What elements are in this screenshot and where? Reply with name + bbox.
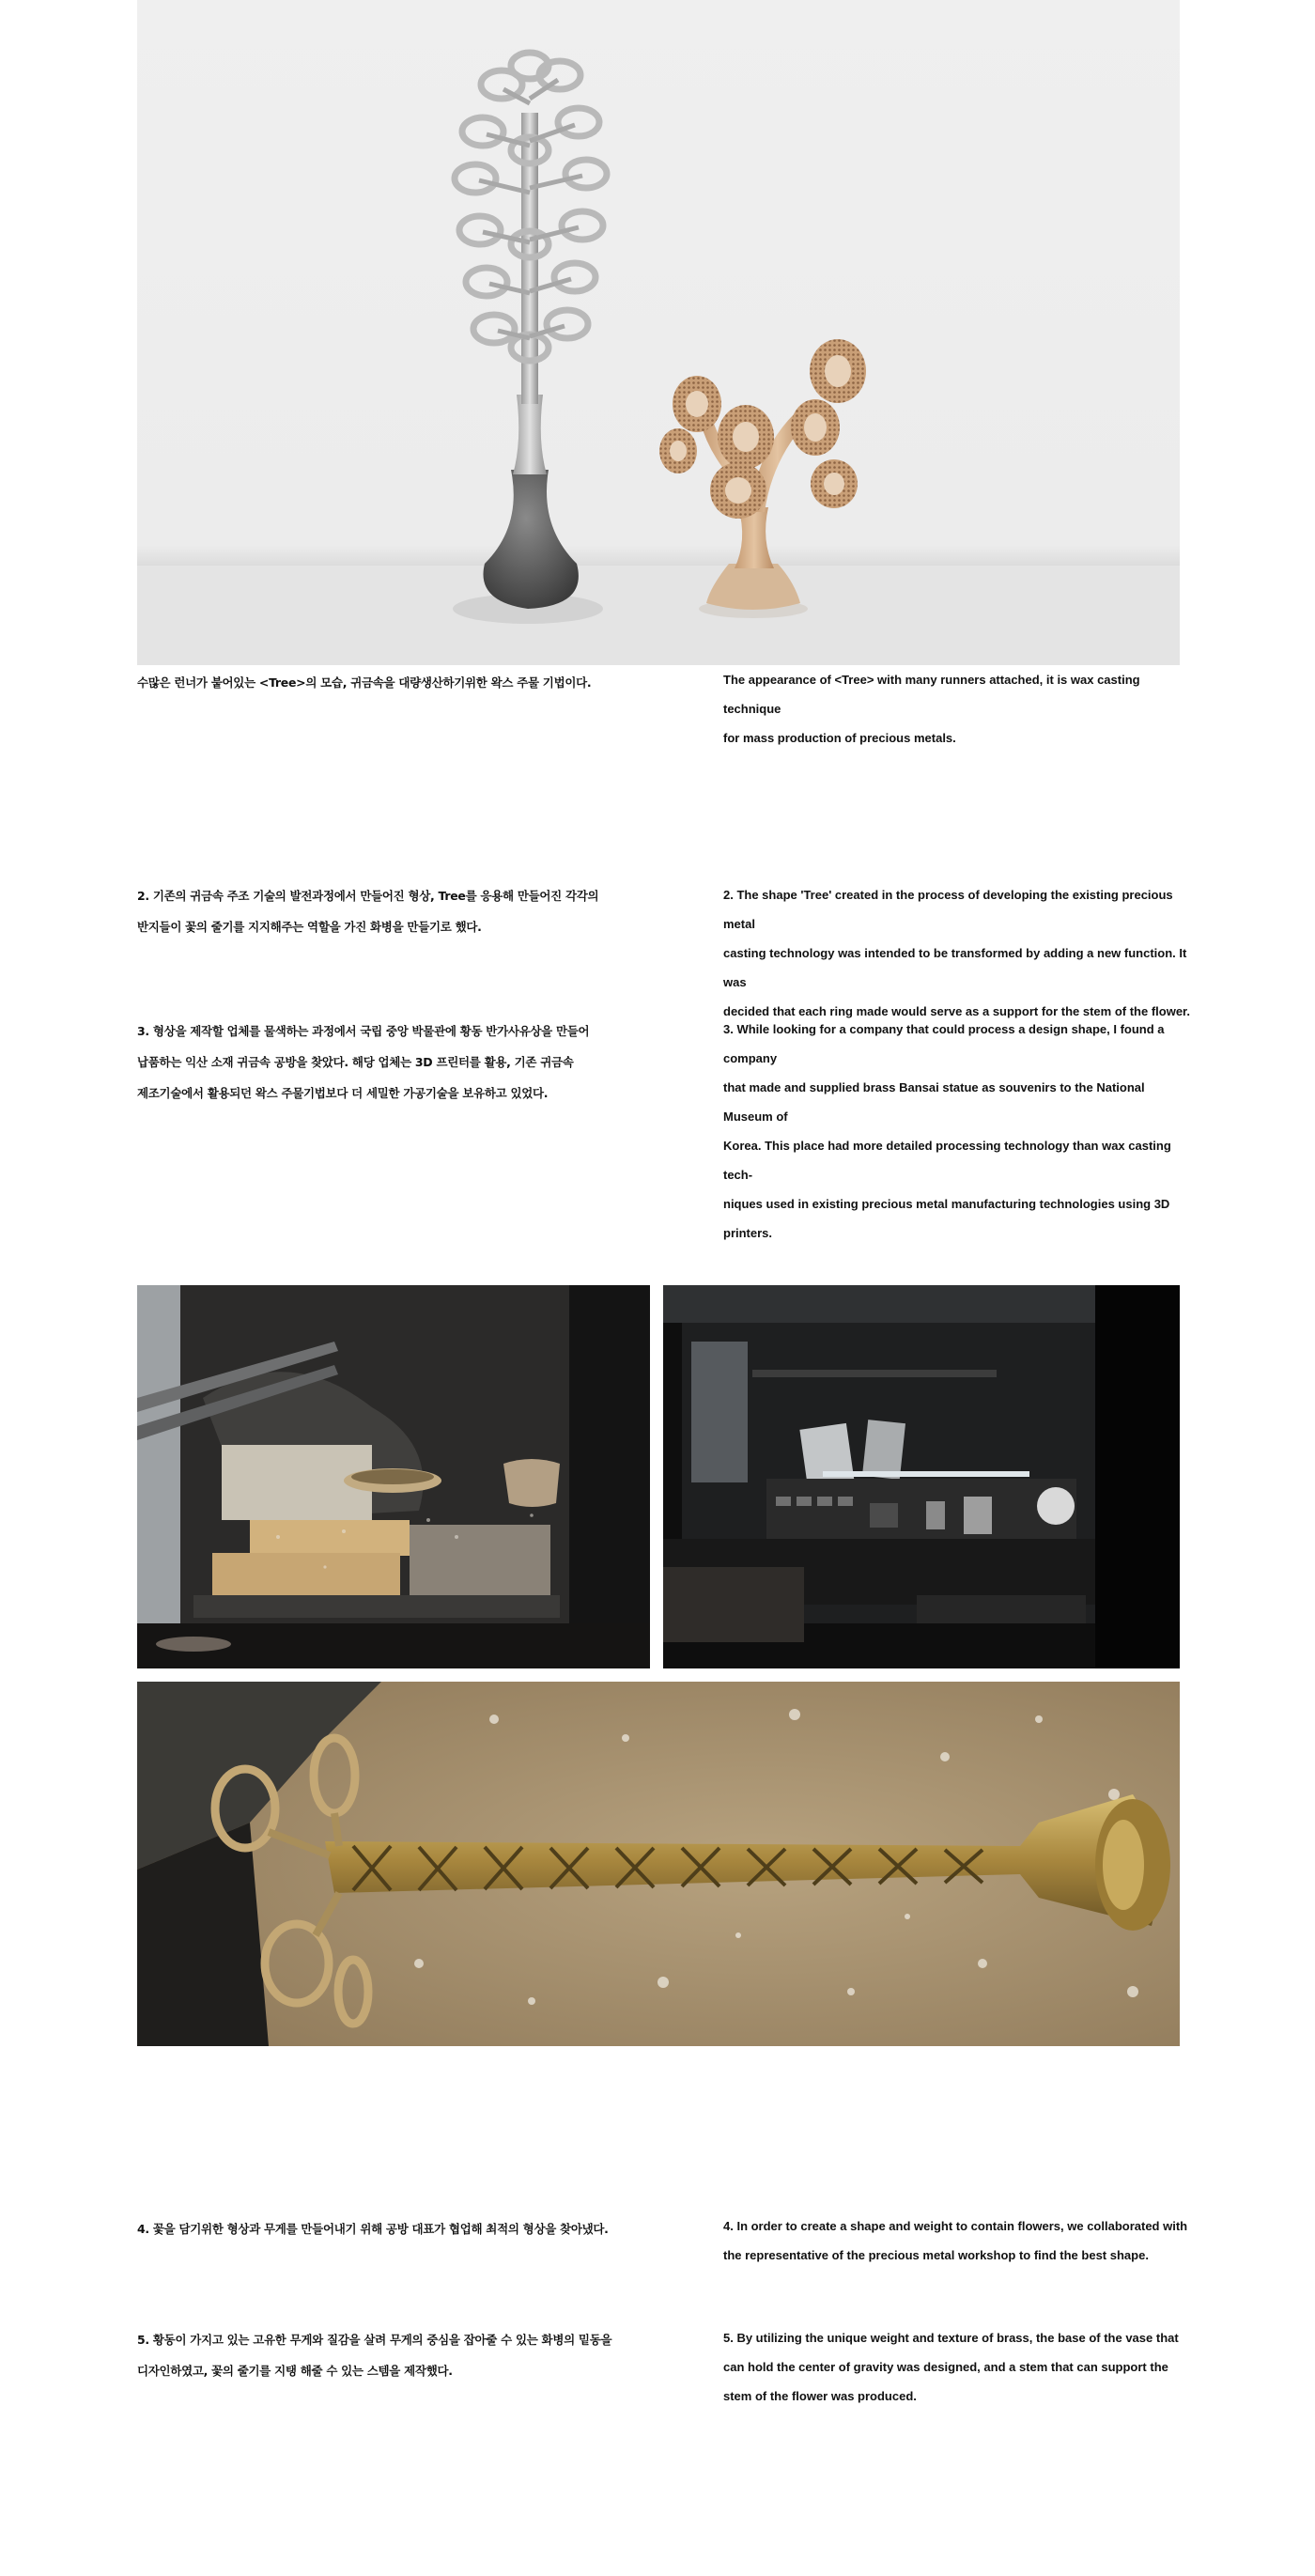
casting-trees-illustration xyxy=(137,0,1180,665)
hero-photo-casting-trees xyxy=(137,0,1180,665)
section-5-korean: 5. 황동이 가지고 있는 고유한 무게와 질감을 살려 무게의 중심을 잡아줄 수 있는 화병의 밑동을 디자인하였고, 꽃의 줄기를 지탱 해줄 수 있는 스템을 제작했다. xyxy=(137,2333,612,2378)
section-4-korean: 4. 꽃을 담기위한 형상과 무게를 만들어내기 위해 공방 대표가 협업해 최적의 형상을 찾아냈다. xyxy=(137,2222,609,2236)
section-4-english: 4. In order to create a shape and weight to contain flowers, we collaborated with the representative of the precious metal workshop to find the best shape. xyxy=(723,2219,1188,2262)
hero-caption-korean: 수많은 런너가 붙어있는 <Tree>의 모습, 귀금속을 대량생산하기위한 왁스 주물 기법이다. xyxy=(137,675,592,690)
photo-workshop-workbench xyxy=(663,1285,1180,1668)
brass-casting-illustration xyxy=(137,1682,1180,2046)
section-2-korean: 2. 기존의 귀금속 주조 기술의 발전과정에서 만들어진 형상, Tree를 응용해 만들어진 각각의 반지들이 꽃의 줄기를 지지해주는 역할을 가진 화병을 만들기로 했다. xyxy=(137,889,599,934)
hero-caption-english: The appearance of <Tree> with many runners attached, it is wax casting technique for mass production of precious metals. xyxy=(723,673,1140,745)
furnace-illustration xyxy=(137,1285,650,1668)
photo-workshop-furnace xyxy=(137,1285,650,1668)
silver-wax-tree xyxy=(455,53,607,609)
section-2-english: 2. The shape 'Tree' created in the process of developing the existing precious metal casting technology was intended to be transformed by adding a new function. It was decided that each ring made would serve as a support for the stem of the flower. xyxy=(723,888,1190,1018)
workbench-illustration xyxy=(663,1285,1180,1668)
section-3-english: 3. While looking for a company that could process a design shape, I found a company that made and supplied brass Bansai statue as souvenirs to the National Museum of Korea. This place had more detailed processing technology than wax casting tech- niques used in existing precious metal manufacturing technologies using 3D printers. xyxy=(723,1022,1171,1240)
section-5-english: 5. By utilizing the unique weight and texture of brass, the base of the vase that can hold the center of gravity was designed, and a stem that can support the stem of the flower was produced. xyxy=(723,2331,1179,2403)
section-3-korean: 3. 형상을 제작할 업체를 물색하는 과정에서 국립 중앙 박물관에 황동 반가사유상을 만들어 납품하는 익산 소재 귀금속 공방을 찾았다. 해당 업체는 3D 프린터를 활용, 기존 귀금속 제조기술에서 활용되던 왁스 주물기법보다 더 세밀한 가공기술을 보유하고 있었다. xyxy=(137,1024,590,1100)
photo-brass-casting xyxy=(137,1682,1180,2046)
